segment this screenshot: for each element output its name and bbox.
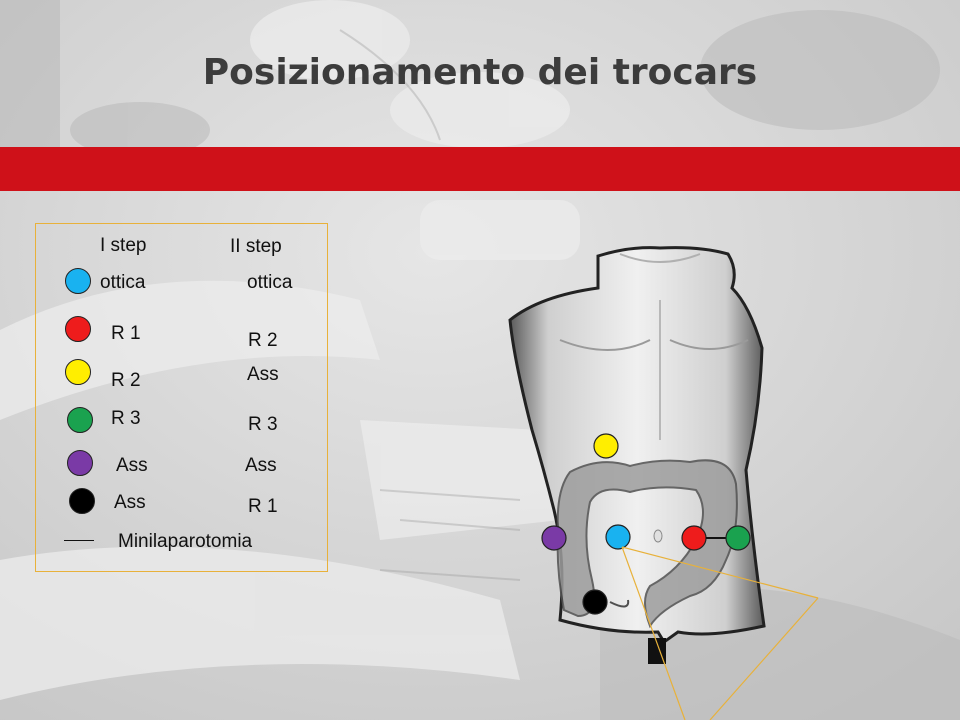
legend-step2-r2: R 2 — [248, 330, 278, 351]
legend-minilaparotomia: Minilaparotomia — [118, 531, 253, 552]
legend-step1-r1: R 1 — [111, 323, 141, 344]
legend-step1-ass: Ass — [116, 455, 148, 476]
yellow-trocar-dot — [65, 359, 91, 385]
black-trocar-dot — [69, 488, 95, 514]
legend-step2-r1: R 1 — [248, 496, 278, 517]
legend-step2-ottica: ottica — [247, 272, 293, 293]
minilaparotomy-line-icon — [64, 540, 94, 541]
green-trocar-dot — [67, 407, 93, 433]
accent-band — [0, 147, 960, 191]
black-trocar-marker — [583, 590, 607, 614]
step1-header: I step — [100, 235, 147, 256]
purple-trocar-dot — [67, 450, 93, 476]
green-trocar-marker — [726, 526, 750, 550]
blue-trocar-dot — [65, 268, 91, 294]
red-trocar-marker — [682, 526, 706, 550]
legend-step2-r3: R 3 — [248, 414, 278, 435]
red-trocar-dot — [65, 316, 91, 342]
legend-step2-ass: Ass — [247, 364, 279, 385]
legend-step1-r3: R 3 — [111, 408, 141, 429]
yellow-trocar-marker — [594, 434, 618, 458]
torso-diagram — [500, 240, 830, 720]
legend-step1-ottica: ottica — [100, 272, 146, 293]
step2-header: II step — [230, 236, 282, 257]
legend-step1-r2: R 2 — [111, 370, 141, 391]
legend-step1-ass-2: Ass — [114, 492, 146, 513]
page-title: Posizionamento dei trocars — [202, 52, 758, 93]
blue-trocar-marker — [606, 525, 630, 549]
legend-step2-ass-2: Ass — [245, 455, 277, 476]
purple-trocar-marker — [542, 526, 566, 550]
